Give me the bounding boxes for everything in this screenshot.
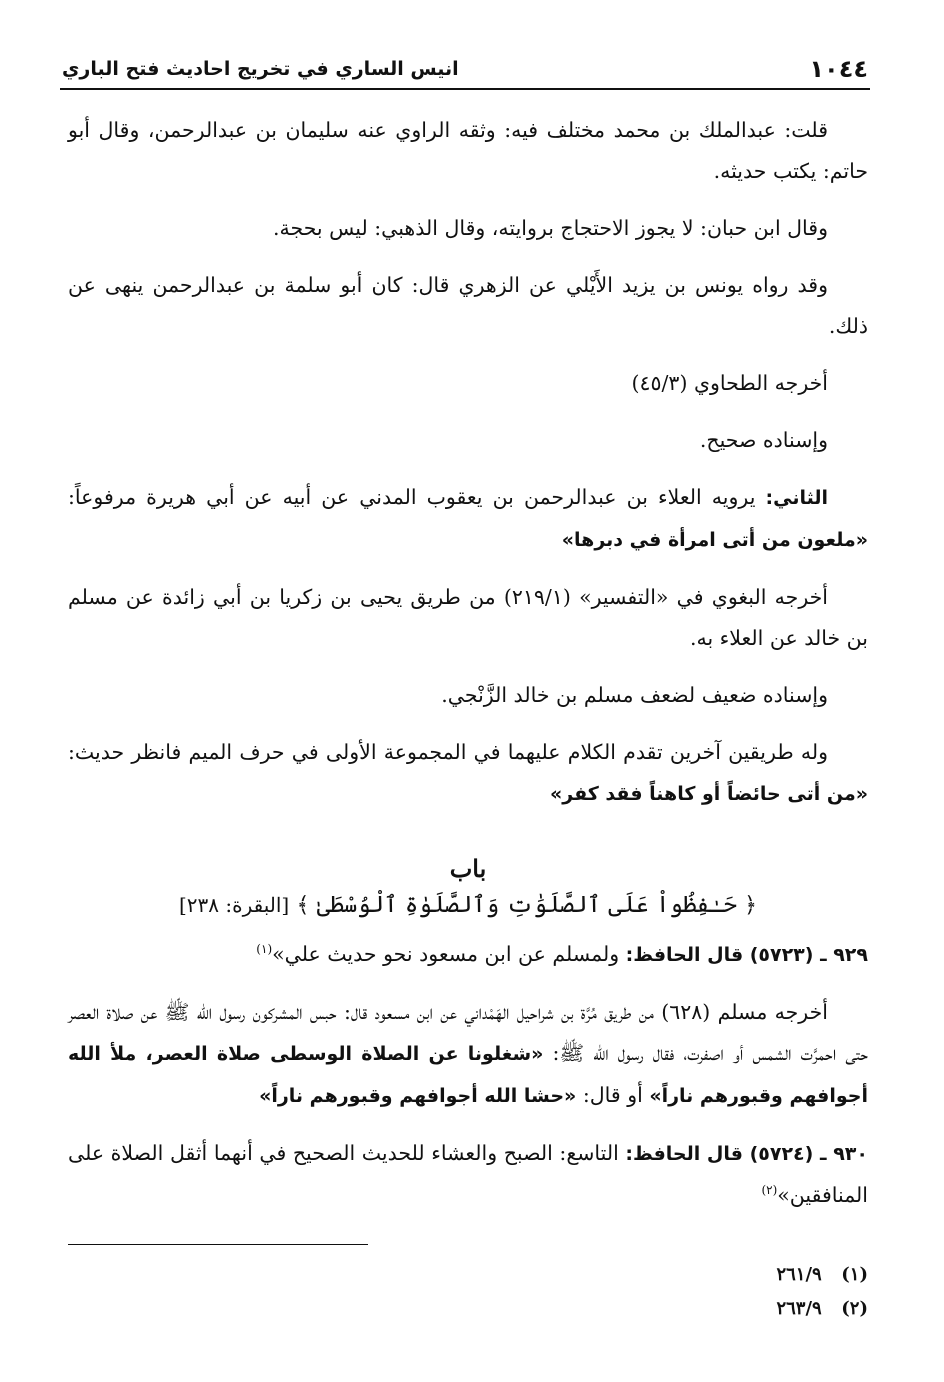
header-rule	[60, 88, 870, 90]
footnote-1	[68, 1258, 868, 1292]
entry-930	[68, 1133, 868, 1216]
chapter-heading	[68, 853, 868, 926]
verse-reference: [البقرة: ٢٣٨]	[178, 893, 290, 917]
footnote-1-mark: (١)	[841, 1264, 868, 1285]
entry-929-label: قال الحافظ:	[625, 944, 744, 966]
paragraph-isnad-sahih: وإسناده صحيح.	[699, 428, 828, 452]
other-ways-text: وله طريقين آخرين تقدم الكلام عليهما في المجموعة الأولى في حرف الميم فانظر حديث:	[68, 740, 828, 764]
paragraph-ibn-hibban: وقال ابن حبان: لا يجوز الاحتجاج بروايته، وقال الذهبي: ليس بحجة.	[272, 216, 828, 240]
paragraph-yunus: وقد رواه يونس بن يزيد الأَيْلي عن الزهري قال: كان أبو سلمة بن عبدالرحمن ينهى عن ذلك.	[68, 273, 868, 338]
footnotes	[68, 1258, 868, 1326]
paragraph-critique: قلت: عبدالملك بن محمد مختلف فيه: وثقه الراوي عنه سليمان بن عبدالرحمن، وقال أبو حاتم: يكتب حديثه.	[68, 118, 868, 183]
running-title: انيس الساري في تخريج احاديث فتح الباري	[62, 58, 459, 80]
footnote-ref-2[interactable]: (٢)	[761, 1183, 778, 1198]
second-quote: «ملعون من أتى امرأة في دبرها»	[561, 529, 868, 551]
paragraph-baghawi: أخرجه البغوي في «التفسير» (٢١٩/١) من طريق يحيى بن زكريا بن أبي زائدة عن مسلم بن خالد عن العلاء به.	[68, 585, 868, 650]
paragraph-tahawi: أخرجه الطحاوي (٤٥/٣)	[631, 371, 828, 395]
page-number: ١٠٤٤	[809, 55, 868, 83]
verse-open-ornament: ﴿	[744, 893, 758, 918]
footnote-2-text: ٢٦٣/٩	[776, 1298, 822, 1319]
second-label: الثاني:	[765, 487, 828, 509]
entry-930-label: قال الحافظ:	[625, 1143, 743, 1165]
quran-verse: حَـٰفِظُواْ عَلَى ٱلصَّلَوَٰتِ وَٱلصَّلَوٰةِ ٱلْوُسْطَىٰ	[316, 892, 737, 918]
footnote-2	[68, 1292, 868, 1326]
footnote-2-mark: (٢)	[841, 1298, 868, 1319]
footnote-ref-1[interactable]: (١)	[256, 942, 273, 957]
takhrij-929-quote1: «شغلونا عن الصلاة الوسطى صلاة العصر، ملأ الله أجوافهم وقبورهم ناراً»	[68, 1043, 868, 1107]
chapter-title: باب	[449, 854, 487, 883]
takhrij-929-text: أخرجه مسلم (٦٢٨) من طريق مُرَّة بن شراحيل الهَمْداني عن ابن مسعود قال: حبس المشركون رسول الله ﷺ عن صلاة العصر حتى احمرَّت الشمس أو اصفرت، فقال رسول الله ﷺ:	[68, 1000, 869, 1065]
other-ways-quote: «من أتى حائضاً أو كاهناً فقد كفر»	[550, 783, 868, 805]
entry-929	[68, 934, 868, 976]
page-header	[62, 52, 868, 86]
entry-929-text: ولمسلم عن ابن مسعود نحو حديث علي»	[272, 942, 626, 966]
footnote-rule	[68, 1244, 368, 1245]
takhrij-929-quote2: «حشا الله أجوافهم وقبورهم ناراً»	[259, 1085, 577, 1107]
entry-930-text: التاسع: الصبح والعشاء للحديث الصحيح في أنهما أثقل الصلاة على المنافقين»	[68, 1141, 868, 1207]
paragraph-muslim	[68, 992, 868, 1117]
verse-close-ornament: ﴾	[296, 893, 310, 918]
footnote-1-text: ٢٦١/٩	[776, 1264, 822, 1285]
paragraph-second-way	[68, 477, 868, 561]
chapter-verse-line	[68, 885, 868, 926]
second-text: يرويه العلاء بن عبدالرحمن بن يعقوب المدني عن أبيه عن أبي هريرة مرفوعاً:	[68, 485, 766, 509]
paragraph-isnad-daif: وإسناده ضعيف لضعف مسلم بن خالد الزَّنْجي.	[441, 683, 828, 707]
entry-929-number: ٩٢٩ ـ (٥٧٢٣)	[749, 944, 868, 966]
main-text	[68, 110, 868, 1232]
entry-930-number: ٩٣٠ ـ (٥٧٢٤)	[749, 1143, 868, 1165]
takhrij-929-connector: أو قال:	[576, 1083, 650, 1107]
paragraph-other-ways	[68, 732, 868, 815]
